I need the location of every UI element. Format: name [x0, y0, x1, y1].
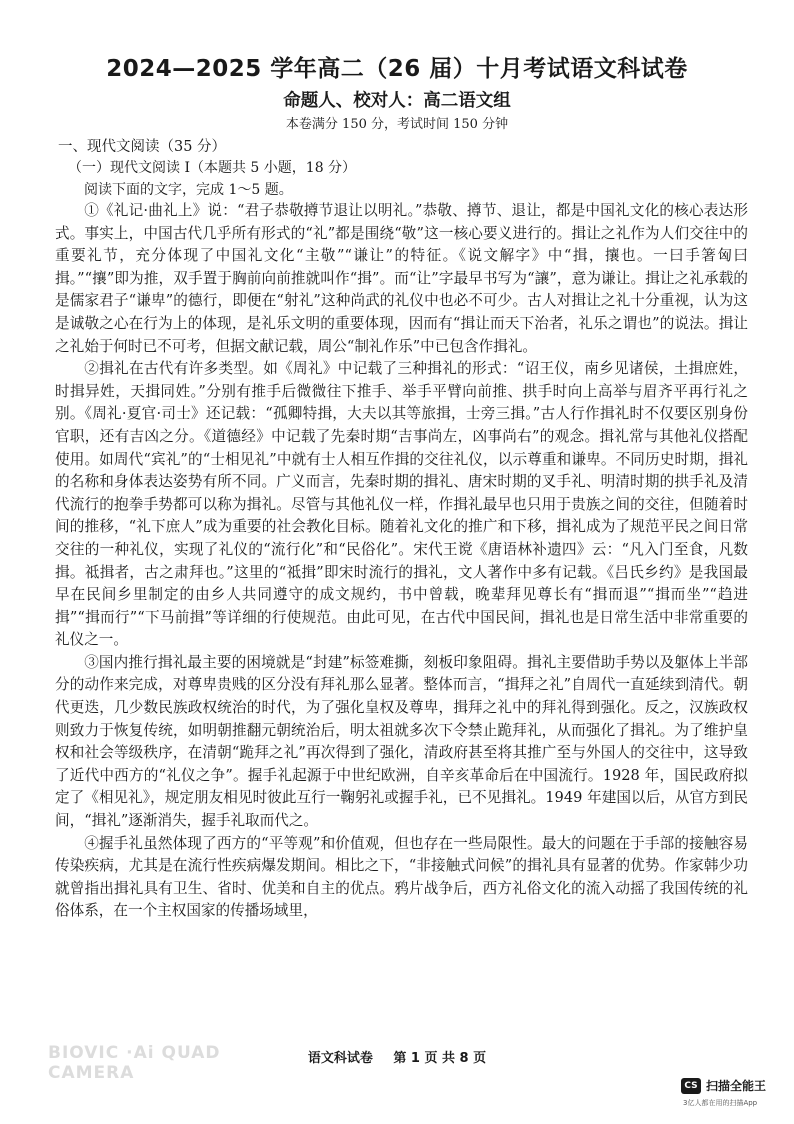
footer-subject: 语文科试卷: [307, 1051, 373, 1066]
page-footer: [0, 1047, 794, 1066]
scanner-logo: [681, 1077, 766, 1094]
subsection-heading: （一）现代文阅读 I（本题共 5 小题，18 分）: [68, 160, 357, 176]
passage-paragraph-2: ②揖礼在古代有许多类型。如《周礼》中记载了三种揖礼的形式：“诏王仪，南乡见诸侯，土揖庶姓，时揖异姓，天揖同姓。”分别有推手后微微往下推手、举手平臂向前推、拱手时向上高举与眉齐平再行礼之别。《周礼·夏官·司士》还记载：“孤卿特揖，大夫以其等旅揖，士旁三揖。”古人行作揖礼时不仅要区别身份官职，还有吉凶之分。《道德经》中记载了先秦时期“吉事尚左，凶事尚右”的观念。揖礼常与其他礼仪搭配使用。如周代“宾礼”的“士相见礼”中就有士人相互作揖的交往礼仪，以示尊重和谦卑。不同历史时期，揖礼的名称和身体表达姿势有所不同。广义而言，先秦时期的揖礼、唐宋时期的叉手礼、明清时期的拱手礼及清代流行的抱拳手势都可以称为揖礼。尽管与其他礼仪一样，作揖礼最早也只用于贵族之间的交往，但随着时间的推移，“礼下庶人”成为重要的社会教化目标。随着礼文化的推广和下移，揖礼成为了规范平民之间日常交往的一种礼仪，实现了礼仪的“流行化”和“民俗化”。宋代王谠《唐语林补遗四》云：“凡入门至食，凡数揖。祗揖者，古之肃拜也。”这里的“祗揖”即宋时流行的揖礼，文人著作中多有记载。《吕氏乡约》是我国最早在民间乡里制定的由乡人共同遵守的成文规约，书中曾载，晚辈拜见尊长有“揖而退”“揖而坐”“趋进揖”“揖而行”“下马前揖”等详细的行使规范。由此可见，在古代中国民间，揖礼也是日常生活中非常重要的礼仪之一。: [55, 360, 748, 649]
exam-meta: 本卷满分 150 分，考试时间 150 分钟: [285, 117, 509, 132]
passage-paragraph-4: ④握手礼虽然体现了西方的“平等观”和价值观，但也存在一些局限性。最大的问题在于手部的接触容易传染疾病，尤其是在流行性疾病爆发期间。相比之下，“非接触式问候”的揖礼具有显著的优势。作家韩少功就曾指出揖礼具有卫生、省时、优美和自主的优点。鸦片战争后，西方礼俗文化的流入动摇了我国传统的礼俗体系，在一个主权国家的传播场域里，: [55, 834, 748, 920]
section-heading: 一、现代文阅读（35 分）: [58, 139, 227, 155]
reading-passage: [55, 200, 748, 923]
passage-paragraph-3: ③国内推行揖礼最主要的困境就是“封建”标签难撕，刻板印象阻碍。揖礼主要借助手势以及躯体上半部分的动作来完成，对尊卑贵贱的区分没有拜礼那么显著。整体而言，“揖拜之礼”自周代一直延续到清代。朝代更迭，几少数民族政权统治的时代，为了强化皇权及尊卑，揖拜之礼中的拜礼得到强化。反之，汉族政权则致力于恢复传统，如明朝推翻元朝统治后，明太祖就多次下令禁止跪拜礼，从而强化了揖礼。为了维护皇权和社会等级秩序，在清朝“跪拜之礼”再次得到了强化，清政府甚至将其推广至与外国人的交往中，这导致了近代中西方的“礼仪之争”。握手礼起源于中世纪欧洲，自辛亥革命后在中国流行。1928 年，国民政府拟定了《相见礼》，规定朋友相见时彼此互行一鞠躬礼或握手礼，已不见揖礼。1949 年建国以后，从官方到民间，“揖礼”逐渐消失，握手礼取而代之。: [55, 653, 748, 830]
camera-watermark: BIOVIC ·Ai QUAD CAMERA: [48, 1043, 221, 1083]
passage-paragraph-1: ①《礼记·曲礼上》说：“君子恭敬撙节退让以明礼。”恭敬、撙节、退让，都是中国礼文化的核心表达形式。事实上，中国古代几乎所有形式的“礼”都是围绕“敬”这一核心要义进行的。揖让之礼作为人们交往中的重要礼节，充分体现了中国礼文化“主敬”“谦让”的特征。《说文解字》中“揖，攘也。一曰手箸匈曰揖。”“攘”即为推，双手置于胸前向前推就叫作“揖”。而“让”字最早书写为“讓”，意为谦让。揖让之礼承载的是儒家君子“谦卑”的德行，即便在“射礼”这种尚武的礼仪中也必不可少。古人对揖让之礼十分重视，认为这是诚敬之心在行为上的体现，是礼乐文明的重要体现，因而有“揖让而天下治者，礼乐之谓也”的说法。揖让之礼始于何时已不可考，但据文献记载，周公“制礼作乐”中已包含作揖礼。: [55, 202, 748, 355]
scanner-app-name: 扫描全能王: [706, 1079, 767, 1093]
reading-instruction: 阅读下面的文字，完成 1～5 题。: [84, 182, 293, 198]
scanner-tagline: 3亿人都在用的扫描App: [683, 1099, 758, 1107]
exam-subtitle: 命题人、校对人：高二语文组: [283, 91, 511, 111]
exam-title: 2024—2025 学年高二（26 届）十月考试语文科试卷: [106, 56, 688, 82]
cs-logo-icon: CS: [681, 1078, 701, 1094]
footer-page-info: 第 1 页 共 8 页: [393, 1051, 487, 1066]
